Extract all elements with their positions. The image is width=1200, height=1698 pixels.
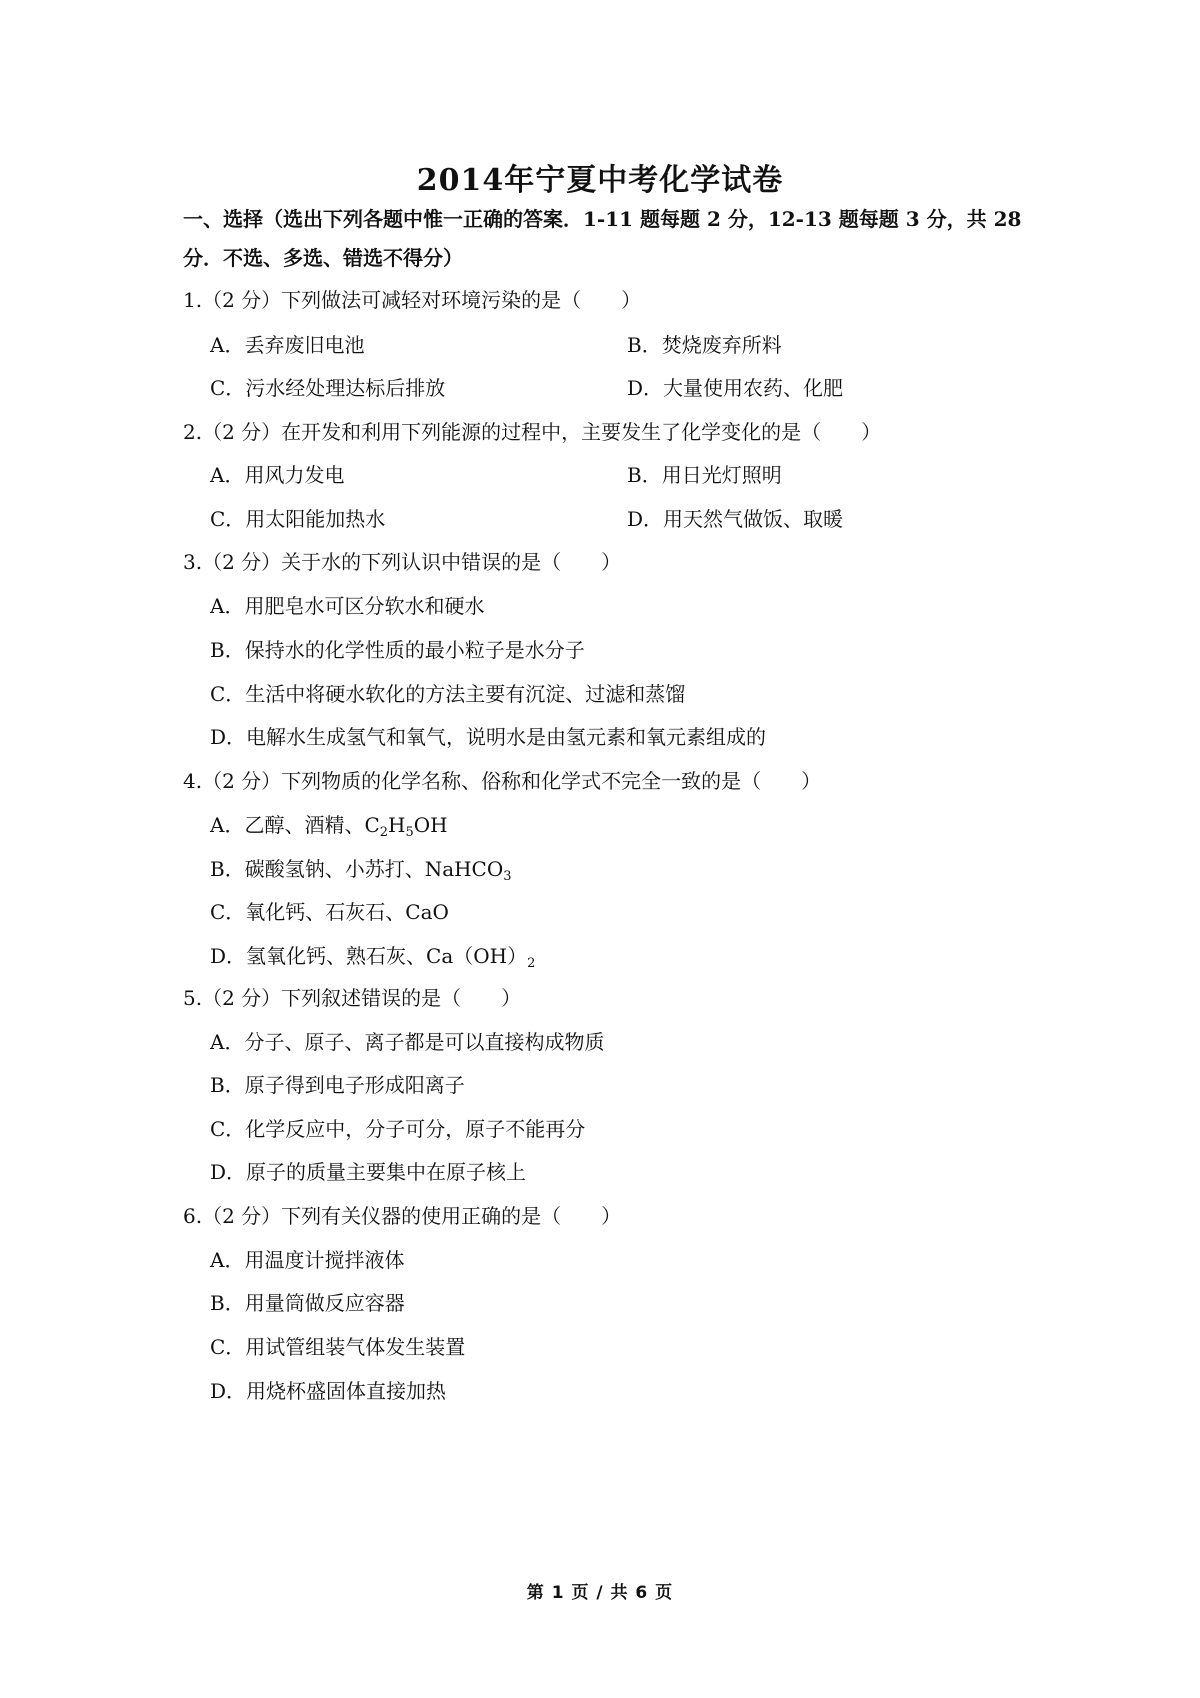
- section-heading-line-1: 一、选择（选出下列各题中惟一正确的答案．1-11 题每题 2 分，12-13 题每题 3 分，共 28: [183, 207, 1022, 231]
- question-1-option-a: A．丢弃废旧电池: [210, 333, 365, 357]
- question-1-option-c: C．污水经处理达标后排放: [210, 376, 446, 400]
- question-6-option-b: B．用量筒做反应容器: [210, 1291, 405, 1315]
- question-2-option-b: B．用日光灯照明: [627, 463, 782, 487]
- question-4-option-a: A．乙醇、酒精、$C_2H_5OH$: [210, 813, 448, 840]
- question-2-stem: 2.（2 分）在开发和利用下列能源的过程中，主要发生了化学变化的是（ ）: [183, 420, 882, 444]
- question-5-option-b: B．原子得到电子形成阳离子: [210, 1073, 465, 1097]
- question-3-option-b: B．保持水的化学性质的最小粒子是水分子: [210, 638, 585, 662]
- question-6-option-c: C．用试管组装气体发生装置: [210, 1335, 466, 1359]
- question-4-option-b: B．碳酸氢钠、小苏打、NaHCO$_3$: [210, 857, 512, 884]
- question-1-option-d: D．大量使用农药、化肥: [627, 376, 844, 400]
- question-4-option-c: C．氧化钙、石灰石、CaO: [210, 900, 449, 924]
- question-3-option-a: A．用肥皂水可区分软水和硬水: [210, 594, 485, 618]
- question-2-option-a: A．用风力发电: [210, 463, 345, 487]
- question-5-option-a: A．分子、原子、离子都是可以直接构成物质: [210, 1030, 605, 1054]
- question-4-stem: 4.（2 分）下列物质的化学名称、俗称和化学式不完全一致的是（ ）: [183, 769, 822, 793]
- section-heading-line-2: 分．不选、多选、错选不得分）: [183, 246, 463, 270]
- question-3-option-c: C．生活中将硬水软化的方法主要有沉淀、过滤和蒸馏: [210, 682, 686, 706]
- question-6-option-a: A．用温度计搅拌液体: [210, 1248, 405, 1272]
- question-1-stem: 1.（2 分）下列做法可减轻对环境污染的是（ ）: [183, 288, 642, 312]
- page-title: 2014年宁夏中考化学试卷: [416, 163, 784, 198]
- question-5-stem: 5.（2 分）下列叙述错误的是（ ）: [183, 986, 522, 1010]
- question-3-stem: 3.（2 分）关于水的下列认识中错误的是（ ）: [183, 550, 622, 574]
- question-6-option-d: D．用烧杯盛固体直接加热: [210, 1379, 447, 1403]
- question-5-option-d: D．原子的质量主要集中在原子核上: [210, 1160, 527, 1184]
- question-5-option-c: C．化学反应中，分子可分，原子不能再分: [210, 1117, 586, 1141]
- question-4-option-d: D．氢氧化钙、熟石灰、$Ca(OH)_2$: [210, 944, 536, 971]
- question-2-option-c: C．用太阳能加热水: [210, 507, 386, 531]
- question-3-option-d: D．电解水生成氢气和氧气，说明水是由氢元素和氧元素组成的: [210, 725, 767, 749]
- question-6-stem: 6.（2 分）下列有关仪器的使用正确的是（ ）: [183, 1204, 622, 1228]
- page-number-footer: 第 1 页 / 共 6 页: [526, 1583, 674, 1603]
- question-2-option-d: D．用天然气做饭、取暖: [627, 507, 844, 531]
- question-1-option-b: B．焚烧废弃所料: [627, 333, 782, 357]
